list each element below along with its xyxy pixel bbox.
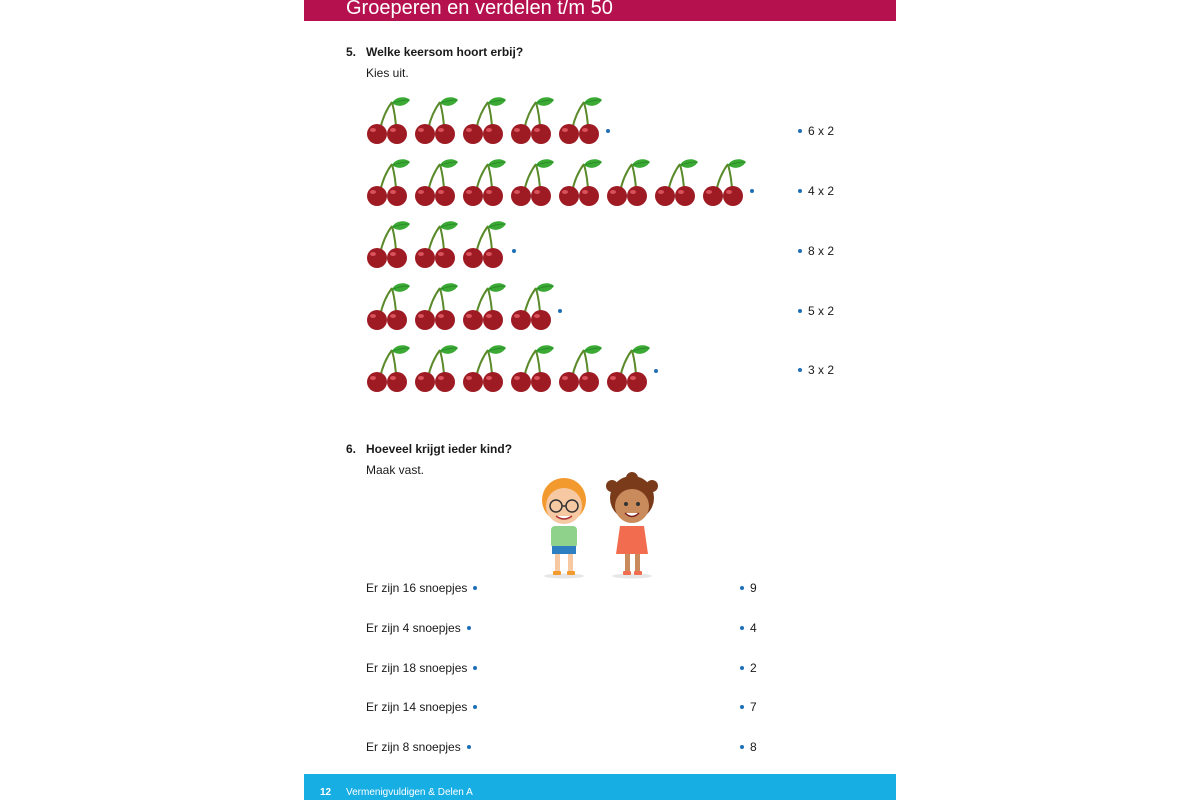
cherry-pair-icon	[510, 344, 554, 392]
cherry-pair-icon	[606, 158, 650, 206]
option-item[interactable]	[798, 184, 834, 198]
statement-item[interactable]	[366, 740, 471, 754]
option-item[interactable]	[798, 304, 834, 318]
connect-dot-option[interactable]	[798, 309, 802, 313]
connect-dot-answer[interactable]	[740, 626, 744, 630]
statement-label: Er zijn 18 snoepjes	[366, 661, 468, 675]
question-5-heading	[346, 45, 523, 59]
cherry-pair-icon	[366, 220, 410, 268]
answer-label: 7	[750, 700, 757, 714]
boy-illustration	[542, 478, 586, 579]
connect-dot-option[interactable]	[798, 249, 802, 253]
connect-dot-statement[interactable]	[473, 666, 477, 670]
cherry-pair-icon	[462, 158, 506, 206]
statement-label: Er zijn 4 snoepjes	[366, 621, 461, 635]
answer-label: 2	[750, 661, 757, 675]
cherry-pair-icon	[606, 344, 650, 392]
connect-dot-option[interactable]	[798, 129, 802, 133]
connect-dot-answer[interactable]	[740, 705, 744, 709]
connect-dot-statement[interactable]	[473, 705, 477, 709]
cherry-pair-icon	[366, 158, 410, 206]
question-5-number: 5.	[346, 45, 357, 59]
statement-label: Er zijn 16 snoepjes	[366, 581, 468, 595]
cherry-pair-icon	[654, 158, 698, 206]
question-6-title: Hoeveel krijgt ieder kind?	[366, 442, 513, 456]
option-label: 3 x 2	[808, 363, 835, 377]
answer-item[interactable]	[740, 581, 757, 595]
answer-item[interactable]	[740, 700, 757, 714]
cherry-row-2	[366, 158, 750, 206]
connect-dot-answer[interactable]	[740, 586, 744, 590]
cherry-pair-icon	[414, 344, 458, 392]
connect-dot-answer[interactable]	[740, 666, 744, 670]
answer-label: 4	[750, 621, 757, 635]
cherry-pair-icon	[366, 96, 410, 144]
cherry-pair-icon	[558, 96, 602, 144]
girl-illustration	[606, 472, 658, 579]
question-5-title: Welke keersom hoort erbij?	[366, 45, 524, 59]
cherry-pair-icon	[462, 96, 506, 144]
cherry-pair-icon	[558, 158, 602, 206]
book-title: Vermenigvuldigen & Delen A	[346, 787, 473, 798]
statement-item[interactable]	[366, 661, 477, 675]
statement-item[interactable]	[366, 621, 471, 635]
cherry-row-1	[366, 96, 606, 144]
connect-dot-option[interactable]	[798, 368, 802, 372]
page-footer	[304, 774, 896, 800]
statement-item[interactable]	[366, 700, 477, 714]
cherry-pair-icon	[558, 344, 602, 392]
cherry-pair-icon	[414, 158, 458, 206]
cherry-pair-icon	[510, 158, 554, 206]
connect-dot-answer[interactable]	[740, 745, 744, 749]
option-label: 6 x 2	[808, 124, 835, 138]
option-item[interactable]	[798, 124, 834, 138]
cherry-pair-icon	[462, 344, 506, 392]
cherry-row-4	[366, 282, 558, 330]
answer-label: 8	[750, 740, 757, 754]
cherry-pair-icon	[510, 96, 554, 144]
answer-item[interactable]	[740, 740, 757, 754]
cherry-pair-icon	[462, 220, 506, 268]
answer-item[interactable]	[740, 621, 757, 635]
answer-item[interactable]	[740, 661, 757, 675]
cherry-row-3	[366, 220, 510, 268]
worksheet-page	[304, 0, 896, 800]
cherry-pair-icon	[414, 220, 458, 268]
question-6-number: 6.	[346, 442, 357, 456]
option-item[interactable]	[798, 244, 834, 258]
connect-dot-row-3[interactable]	[512, 249, 516, 253]
cherry-pair-icon	[366, 282, 410, 330]
option-label: 8 x 2	[808, 244, 835, 258]
option-label: 5 x 2	[808, 304, 835, 318]
connect-dot-option[interactable]	[798, 189, 802, 193]
answer-label: 9	[750, 581, 757, 595]
connect-dot-statement[interactable]	[467, 626, 471, 630]
cherry-pair-icon	[702, 158, 746, 206]
cherry-pair-icon	[414, 282, 458, 330]
connect-dot-row-4[interactable]	[558, 309, 562, 313]
children-illustration	[534, 472, 664, 582]
connect-dot-statement[interactable]	[467, 745, 471, 749]
question-6-heading	[346, 442, 512, 456]
question-6-instruction: Maak vast.	[366, 463, 425, 477]
cherry-row-5	[366, 344, 654, 392]
cherry-pair-icon	[414, 96, 458, 144]
page-number: 12	[320, 787, 332, 798]
connect-dot-statement[interactable]	[473, 586, 477, 590]
option-item[interactable]	[798, 363, 834, 377]
connect-dot-row-5[interactable]	[654, 369, 658, 373]
option-label: 4 x 2	[808, 184, 835, 198]
cherry-pair-icon	[510, 282, 554, 330]
statement-label: Er zijn 8 snoepjes	[366, 740, 461, 754]
connect-dot-row-1[interactable]	[606, 129, 610, 133]
connect-dot-row-2[interactable]	[750, 189, 754, 193]
statement-item[interactable]	[366, 581, 477, 595]
page-header	[304, 0, 896, 21]
cherry-pair-icon	[462, 282, 506, 330]
statement-label: Er zijn 14 snoepjes	[366, 700, 468, 714]
cherry-pair-icon	[366, 344, 410, 392]
question-5-instruction: Kies uit.	[366, 66, 409, 80]
page-title: Groeperen en verdelen t/m 50	[346, 0, 613, 19]
